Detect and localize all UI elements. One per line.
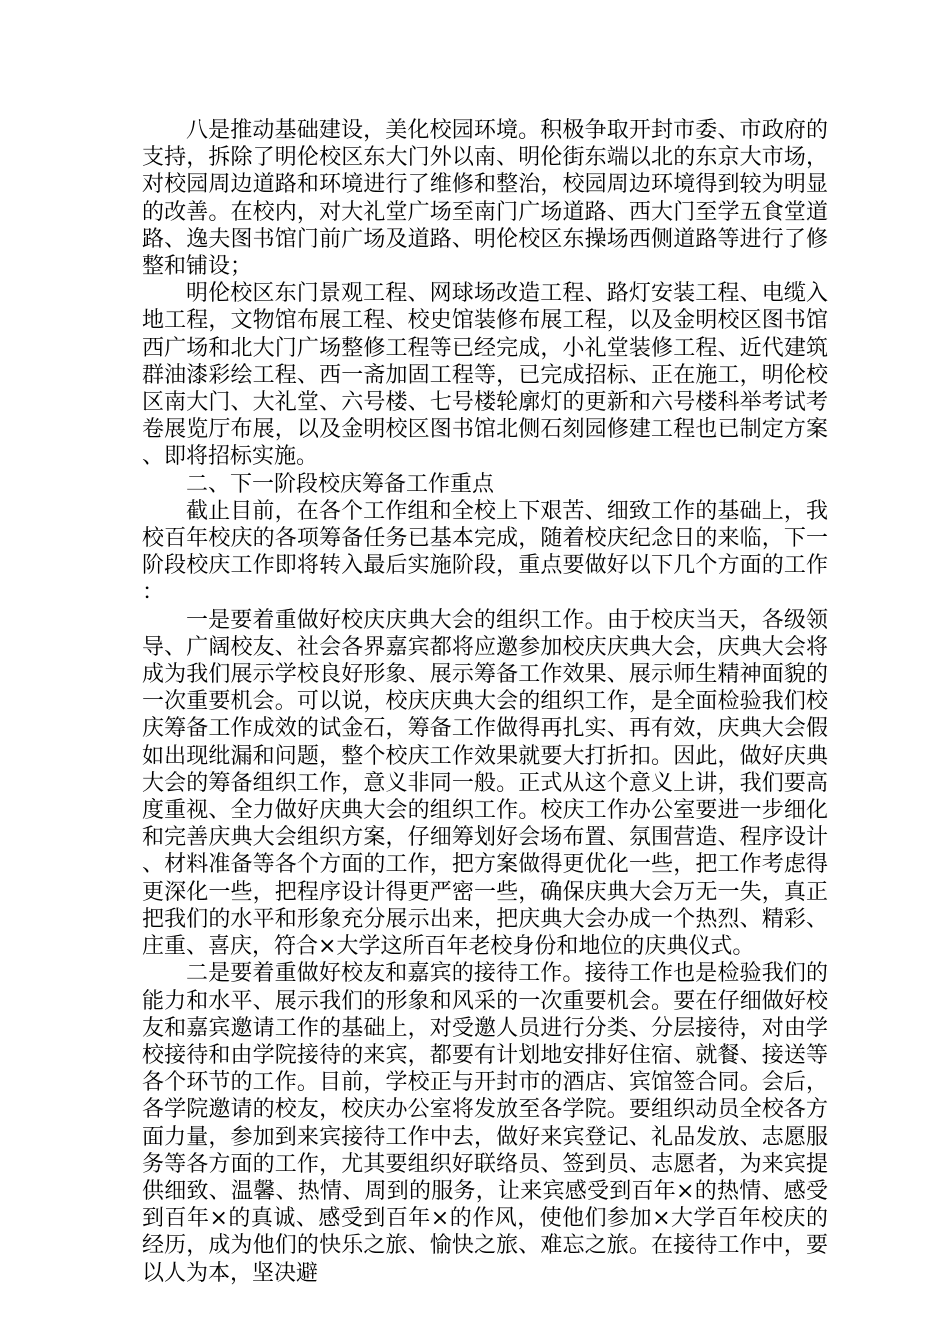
document-body	[142, 117, 828, 1287]
paragraph-infrastructure: 八是推动基础建设，美化校园环境。积极争取开封市委、市政府的支持，拆除了明伦校区东大门外以南、明伦街东端以北的东京大市场，对校园周边道路和环境进行了维修和整治，校园周边环境得到较为明显的改善。在校内，对大礼堂广场至南门广场道路、西大门至学五食堂道路、逸夫图书馆门前广场及道路、明伦校区东操场西侧道路等进行了修整和铺设；	[142, 118, 828, 280]
section-heading: 二、下一阶段校庆筹备工作重点	[186, 471, 495, 497]
paragraph-intro: 截止目前，在各个工作组和全校上下艰苦、细致工作的基础上，我校百年校庆的各项筹备任务已基本完成，随着校庆纪念日的来临，下一阶段校庆工作即将转入最后实施阶段，重点要做好以下几个方面的工作：	[142, 498, 828, 606]
paragraph-completed-projects: 明伦校区东门景观工程、网球场改造工程、路灯安装工程、电缆入地工程，文物馆布展工程、校史馆装修布展工程，以及金明校区图书馆西广场和北大门广场整修工程等已经完成，小礼堂装修工程、近代建筑群油漆彩绘工程、西一斋加固工程等，已完成招标、正在施工，明伦校区南大门、大礼堂、六号楼、七号楼轮廓灯的更新和六号楼科举考试考卷展览厅布展，以及金明校区图书馆北侧石刻园修建工程也已制定方案、即将招标实施。	[142, 281, 828, 470]
paragraph-reception: 二是要着重做好校友和嘉宾的接待工作。接待工作也是检验我们的能力和水平、展示我们的形象和风采的一次重要机会。要在仔细做好校友和嘉宾邀请工作的基础上，对受邀人员进行分类、分层接待，对由学校接待和由学院接待的来宾，都要有计划地安排好住宿、就餐、接送等各个环节的工作。目前，学校正与开封市的酒店、宾馆签合同。会后，各学院邀请的校友，校庆办公室将发放至各学院。要组织动员全校各方面力量，参加到来宾接待工作中去，做好来宾登记、礼品发放、志愿服务等各方面的工作，尤其要组织好联络员、签到员、志愿者，为来宾提供细致、温馨、热情、周到的服务，让来宾感受到百年×的热情、感受到百年×的真诚、感受到百年×的作风，使他们参加×大学百年校庆的经历，成为他们的快乐之旅、愉快之旅、难忘之旅。在接待工作中，要以人为本，坚决避	[142, 961, 828, 1286]
paragraph-ceremony: 一是要着重做好校庆庆典大会的组织工作。由于校庆当天，各级领导、广阔校友、社会各界嘉宾都将应邀参加校庆庆典大会，庆典大会将成为我们展示学校良好形象、展示筹备工作效果、展示师生精神面貌的一次重要机会。可以说，校庆庆典大会的组织工作，是全面检验我们校庆筹备工作成效的试金石，筹备工作做得再扎实、再有效，庆典大会假如出现纰漏和问题，整个校庆工作效果就要大打折扣。因此，做好庆典大会的筹备组织工作，意义非同一般。正式从这个意义上讲，我们要高度重视、全力做好庆典大会的组织工作。校庆工作办公室要进一步细化和完善庆典大会组织方案，仔细筹划好会场布置、氛围营造、程序设计、材料准备等各个方面的工作，把方案做得更优化一些，把工作考虑得更深化一些，把程序设计得更严密一些，确保庆典大会万无一失，真正把我们的水平和形象充分展示出来，把庆典大会办成一个热烈、精彩、庄重、喜庆，符合×大学这所百年老校身份和地位的庆典仪式。	[142, 607, 828, 960]
